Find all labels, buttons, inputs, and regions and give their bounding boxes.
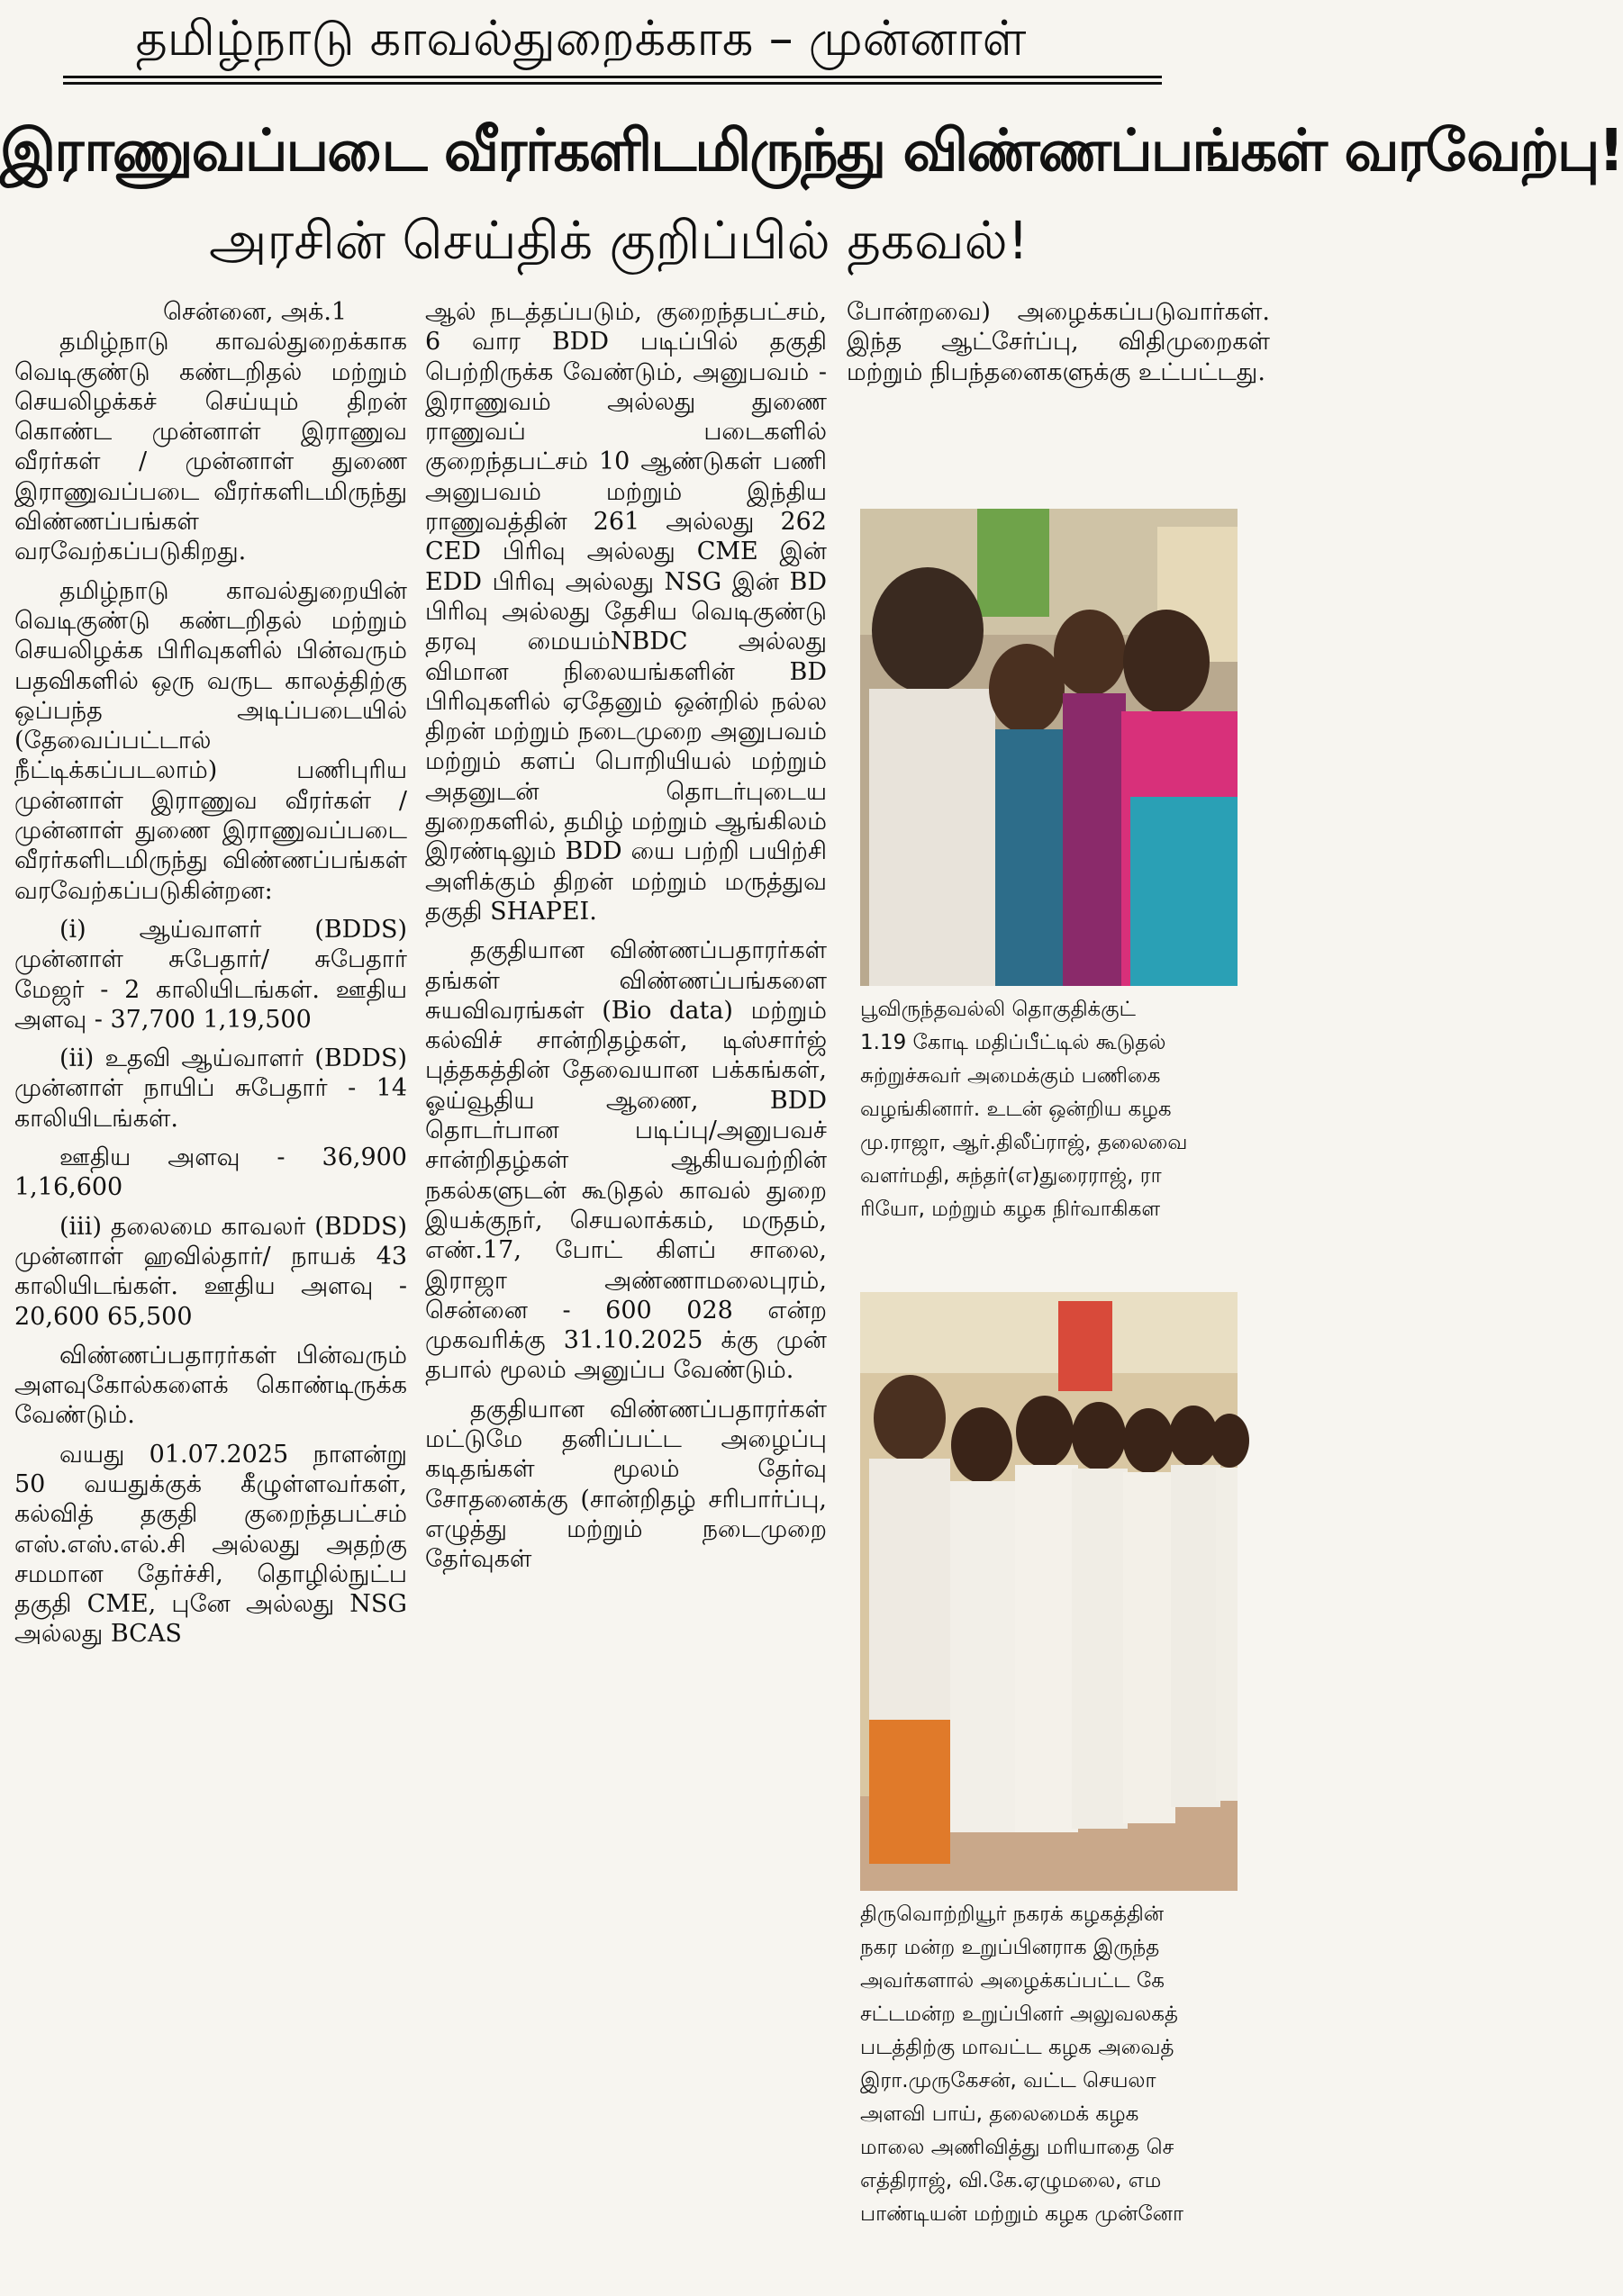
paragraph: ஊதிய அளவு - 36,900 1,16,600 xyxy=(14,1143,407,1202)
kicker-underline xyxy=(63,76,1162,78)
article-column-3 xyxy=(847,297,1270,486)
paragraph: ஆல் நடத்தப்படும், குறைந்தபட்சம், 6 வார BDD படிப்பில் தகுதி பெற்றிருக்க வேண்டும், அனுபவம் - இராணுவம் அல்லது துணை ராணுவப் படைகளில் குறைந்தபட்சம் 10 ஆண்டுகள் பணி அனுபவம் மற்றும் இந்திய ராணுவத்தின் 261 அல்லது 262 CED பிரிவு அல்லது CME இன் EDD பிரிவு அல்லது NSG இன் BD பிரிவு அல்லது தேசிய வெடிகுண்டு தரவு மையம்NBDC அல்லது விமான நிலையங்களின் BD பிரிவுகளில் ஏதேனும் ஒன்றில் நல்ல திறன் மற்றும் நடைமுறை அனுபவம் மற்றும் களப் பொறியியல் மற்றும் அதனுடன் தொடர்புடைய துறைகளில், தமிழ் மற்றும் ஆங்கிலம் இரண்டிலும் BDD யை பற்றி பயிற்சி அளிக்கும் திறன் மற்றும் மருத்துவ தகுதி SHAPEI. xyxy=(425,298,827,926)
paragraph: விண்ணப்பதாரர்கள் பின்வரும் அளவுகோல்களைக் கொண்டிருக்க வேண்டும். xyxy=(14,1341,407,1430)
news-photo-2-image xyxy=(860,1292,1238,1891)
dateline: சென்னை, அக்.1 xyxy=(163,298,348,326)
paragraph: வயது 01.07.2025 நாளன்று 50 வயதுக்குக் கீழுள்ளவர்கள், கல்வித் தகுதி குறைந்தபட்சம் எஸ்.எஸ்.எல்.சி அல்லது அதற்கு சமமான தேர்ச்சி, தொழில்நுட்ப தகுதி CME, புனே அல்லது NSG அல்லது BCAS xyxy=(14,1440,407,1649)
news-photo-1-image xyxy=(860,509,1238,986)
list-item: (i) ஆய்வாளர் (BDDS) முன்னாள் சுபேதார்/ சுபேதார் மேஜர் - 2 காலியிடங்கள். ஊதிய அளவு - 37,700 1,19,500 xyxy=(14,915,407,1034)
caption-line: எத்திராஜ், வி.கே.ஏழுமலை, எம xyxy=(860,2169,1162,2192)
photo-2-caption xyxy=(860,1898,1238,2296)
kicker-underline-2 xyxy=(63,82,1162,85)
caption-line: ரியோ, மற்றும் கழக நிர்வாகிகள xyxy=(860,1198,1161,1221)
caption-line: வளர்மதி, சுந்தர்(எ)துரைராஜ், ரா xyxy=(860,1164,1162,1188)
caption-line: படத்திற்கு மாவட்ட கழக அவைத் xyxy=(860,2036,1174,2059)
photo-1-caption xyxy=(860,993,1238,1263)
article-column-2 xyxy=(425,297,827,2296)
caption-line: பாண்டியன் மற்றும் கழக முன்னோ xyxy=(860,2202,1183,2226)
paragraph: தமிழ்நாடு காவல்துறைக்காக வெடிகுண்டு கண்டறிதல் மற்றும் செயலிழக்கச் செய்யும் திறன் கொண்ட முன்னாள் இராணுவ வீரர்கள் / முன்னாள் துணை இராணுவப்படை வீரர்களிடமிருந்து விண்ணப்பங்கள் வரவேற்கப்படுகிறது. xyxy=(14,328,407,566)
caption-line: இரா.முருகேசன், வட்ட செயலா xyxy=(860,2069,1156,2093)
paragraph: தமிழ்நாடு காவல்துறையின் வெடிகுண்டு கண்டறிதல் மற்றும் செயலிழக்க பிரிவுகளில் பின்வரும் பதவிகளில் ஒரு வருட காலத்திற்கு ஒப்பந்த அடிப்படையில் (தேவைப்பட்டால் நீட்டிக்கப்படலாம்) பணிபுரிய முன்னாள் இராணுவ வீரர்கள் / முன்னாள் துணை இராணுவப்படை வீரர்களிடமிருந்து விண்ணப்பங்கள் வரவேற்கப்படுகின்றன: xyxy=(14,576,407,905)
caption-line: 1.19 கோடி மதிப்பீட்டில் கூடுதல் xyxy=(860,1031,1166,1054)
caption-line: சுற்றுச்சுவர் அமைக்கும் பணிகை xyxy=(860,1064,1161,1088)
list-item: (iii) தலைமை காவலர் (BDDS) முன்னாள் ஹவில்தார்/ நாயக் 43 காலியிடங்கள். ஊதிய அளவு - 20,600 65,500 xyxy=(14,1212,407,1331)
paragraph: போன்றவை) அழைக்கப்படுவார்கள். இந்த ஆட்சேர்ப்பு, விதிமுறைகள் மற்றும் நிபந்தனைகளுக்கு உட்பட்டது. xyxy=(847,298,1270,386)
caption-line: அளவி பாய், தலைமைக் கழக xyxy=(860,2102,1139,2126)
article-subhead: அரசின் செய்திக் குறிப்பில் தகவல்! xyxy=(208,210,1029,271)
caption-line: வழங்கினார். உடன் ஒன்றிய கழக xyxy=(860,1098,1172,1121)
article-kicker: தமிழ்நாடு காவல்துறைக்காக – முன்னாள் xyxy=(135,10,1027,67)
caption-line: திருவொற்றியூர் நகரக் கழகத்தின் xyxy=(860,1903,1165,1926)
article-column-1 xyxy=(14,297,407,2296)
paragraph: தகுதியான விண்ணப்பதாரர்கள் மட்டுமே தனிப்பட்ட அழைப்பு கடிதங்கள் மூலம் தேர்வு சோதனைக்கு (சான்றிதழ் சரிபார்ப்பு, எழுத்து மற்றும் நடைமுறை தேர்வுகள் xyxy=(425,1395,827,1574)
caption-line: சட்டமன்ற உறுப்பினர் அலுவலகத் xyxy=(860,2002,1178,2026)
news-photo-2 xyxy=(860,1292,1238,1891)
caption-line: அவர்களால் அழைக்கப்பட்ட கே xyxy=(860,1969,1165,1993)
list-item: (ii) உதவி ஆய்வாளர் (BDDS) முன்னாள் நாயிப் சுபேதார் - 14 காலியிடங்கள். xyxy=(14,1044,407,1133)
caption-line: மு.ராஜா, ஆர்.திலீப்ராஜ், தலைவை xyxy=(860,1131,1188,1154)
paragraph: தகுதியான விண்ணப்பதாரர்கள் தங்கள் விண்ணப்பங்களை சுயவிவரங்கள் (Bio data) மற்றும் கல்விச் சான்றிதழ்கள், டிஸ்சார்ஜ் புத்தகத்தின் தேவையான பக்கங்கள், ஓய்வூதிய ஆணை, BDD தொடர்பான படிப்பு/அனுபவச் சான்றிதழ்கள் ஆகியவற்றின் நகல்களுடன் கூடுதல் காவல் துறை இயக்குநர், செயலாக்கம், மருதம், எண்.17, போட் கிளப் சாலை, இராஜா அண்ணாமலைபுரம், சென்னை - 600 028 என்ற முகவரிக்கு 31.10.2025 க்கு முன் தபால் மூலம் அனுப்ப வேண்டும். xyxy=(425,936,827,1385)
news-photo-1 xyxy=(860,509,1238,986)
article-headline: இராணுவப்படை வீரர்களிடமிருந்து விண்ணப்பங்கள் வரவேற்பு! xyxy=(0,118,1623,185)
caption-line: மாலை அணிவித்து மரியாதை செ xyxy=(860,2136,1174,2159)
caption-line: நகர மன்ற உறுப்பினராக இருந்த xyxy=(860,1936,1160,1959)
caption-line: பூவிருந்தவல்லி தொகுதிக்குட் xyxy=(860,998,1136,1021)
